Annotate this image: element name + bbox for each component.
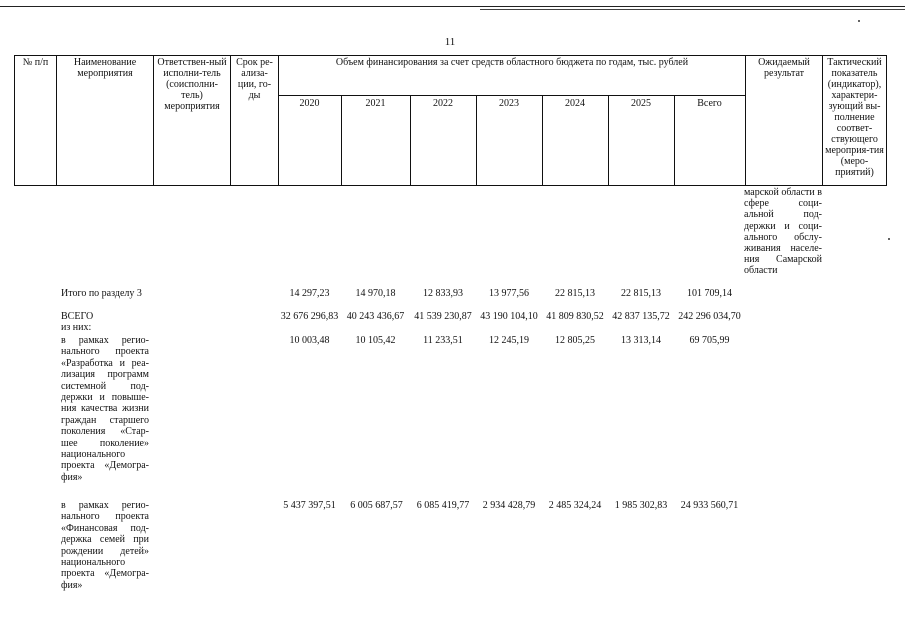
- value-cell: 42 837 135,72: [612, 311, 670, 322]
- value-cell: 13 313,14: [621, 335, 661, 346]
- header-year: 2022: [433, 98, 453, 109]
- header-executor: Ответствен-ный исполни-тель (соисполни-тель) мероприятия: [157, 57, 227, 112]
- value-cell: 40 243 436,67: [346, 311, 405, 322]
- value-cell: 43 190 104,10: [480, 311, 538, 322]
- page-number: 11: [444, 36, 456, 48]
- col-border: [745, 55, 746, 186]
- value-cell: 14 970,18: [355, 288, 396, 299]
- value-cell: 12 805,25: [555, 335, 595, 346]
- header-year: 2020: [299, 98, 320, 109]
- value-cell: 13 977,56: [489, 288, 529, 299]
- value-cell-total: 101 709,14: [687, 288, 732, 299]
- project-older-label: в рамках регио-нального проекта «Разработка и реа-лизация программ системной под-держки и повыше-ния качества жизни граждан старшего поколения «Стар-шее поколение» национального проекта «Демогра-фия»: [61, 335, 149, 483]
- value-cell: 2 485 324,24: [548, 500, 602, 511]
- col-border: [230, 55, 231, 186]
- col-border: [153, 55, 154, 186]
- col-border: [56, 55, 57, 186]
- value-cell-total: 242 296 034,70: [678, 311, 741, 322]
- value-cell-total: 69 705,99: [689, 335, 730, 346]
- header-term: Срок ре-ализа-ции, го-ды: [236, 57, 273, 101]
- value-cell: 12 833,93: [423, 288, 463, 299]
- header-name: Наименование мероприятия: [73, 57, 137, 79]
- header-year-total: Всего: [697, 98, 722, 109]
- grand-total-label: ВСЕГО: [61, 311, 94, 322]
- value-cell: 5 437 397,51: [283, 500, 336, 511]
- header-year: 2023: [499, 98, 519, 109]
- header-year: 2021: [365, 98, 386, 109]
- page-top-border: [0, 6, 905, 7]
- value-cell: 41 809 830,52: [546, 311, 604, 322]
- value-cell: 10 105,42: [355, 335, 396, 346]
- header-year: 2024: [565, 98, 585, 109]
- page-top-border-secondary: [480, 9, 905, 10]
- header-tactical: Тактический показатель (индикатор), характери-зующий вы-полнение соответ-ствующего мероприя-тия (меро-приятий): [825, 57, 884, 178]
- value-cell: 10 003,48: [289, 335, 330, 346]
- header-num: № п/п: [22, 57, 49, 68]
- value-cell: 6 005 687,57: [350, 500, 403, 511]
- grand-total-sublabel: из них:: [61, 322, 92, 333]
- value-cell: 12 245,19: [489, 335, 529, 346]
- value-cell-total: 24 933 560,71: [680, 500, 739, 511]
- col-border: [14, 55, 15, 186]
- header-funding: Объем финансирования за счет средств областного бюджета по годам, тыс. рублей: [335, 57, 689, 68]
- expected-result-continuation: марской области в сфере соци-альной под-держки и соци-ального обслу-живания населе-ния Самарской области: [744, 187, 822, 277]
- header-year: 2025: [631, 98, 651, 109]
- scan-speck: [888, 238, 890, 240]
- value-cell: 6 085 419,77: [416, 500, 470, 511]
- value-cell: 22 815,13: [621, 288, 661, 299]
- value-cell: 41 539 230,87: [414, 311, 472, 322]
- col-border: [278, 55, 279, 186]
- value-cell: 22 815,13: [555, 288, 595, 299]
- header-expected: Ожидаемый результат: [758, 57, 810, 79]
- value-cell: 2 934 428,79: [482, 500, 536, 511]
- col-border: [886, 55, 887, 186]
- value-cell: 11 233,51: [423, 335, 463, 346]
- project-families-label: в рамках регио-нального проекта «Финансовая под-держка семей при рождении детей» национального проекта «Демогра-фия»: [61, 500, 149, 591]
- scan-speck: [858, 20, 860, 22]
- value-cell: 32 676 296,83: [280, 311, 339, 322]
- section-total-label: Итого по разделу 3: [61, 288, 142, 299]
- value-cell: 14 297,23: [289, 288, 330, 299]
- value-cell: 1 985 302,83: [614, 500, 668, 511]
- header-bottom-rule: [14, 185, 887, 186]
